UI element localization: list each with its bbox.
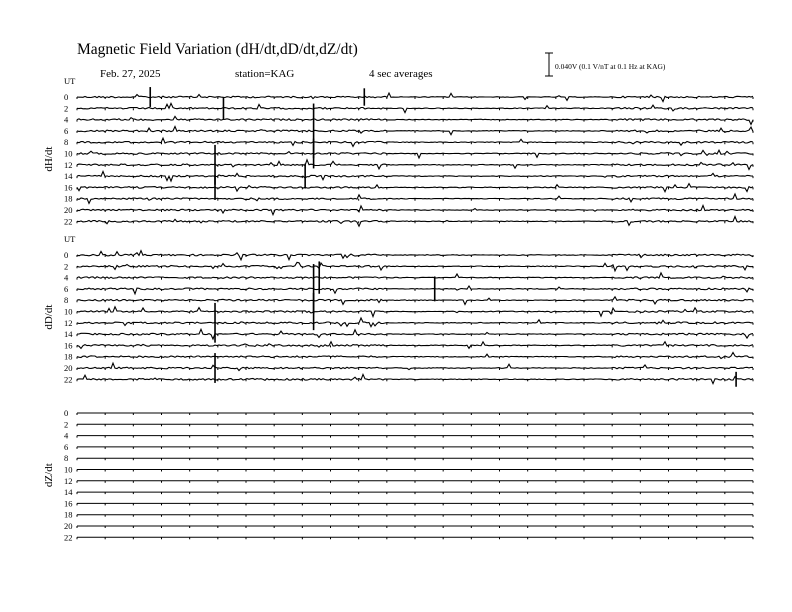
panel-1	[43, 234, 753, 387]
ut-label: UT	[64, 76, 76, 86]
scale-bar-icon	[545, 53, 553, 76]
row-label: 8	[64, 295, 69, 306]
row-label: 18	[64, 509, 73, 520]
trace-line	[77, 262, 753, 271]
row-label: 16	[64, 498, 73, 509]
row-label: 20	[64, 205, 73, 215]
trace-line	[77, 150, 753, 158]
row-label: 14	[64, 329, 73, 340]
trace-line	[77, 318, 753, 327]
row-label: 4	[64, 114, 69, 125]
ut-label: UT	[64, 234, 76, 244]
averaging-label: 4 sec averages	[369, 68, 433, 80]
station-label: station=KAG	[235, 68, 295, 80]
trace-line	[77, 103, 753, 112]
row-label: 16	[64, 340, 73, 351]
date-label: Feb. 27, 2025	[100, 68, 161, 80]
trace-line	[77, 273, 753, 279]
trace-line	[77, 138, 753, 146]
row-label: 10	[64, 464, 73, 475]
row-label: 22	[64, 374, 73, 385]
row-label: 2	[64, 419, 69, 430]
row-label: 4	[64, 272, 69, 283]
row-label: 6	[64, 283, 69, 294]
trace-line	[77, 127, 753, 135]
row-label: 18	[64, 193, 73, 204]
row-label: 2	[64, 261, 69, 272]
row-label: 0	[64, 408, 69, 418]
y-axis-label: dH/dt	[43, 146, 55, 172]
row-label: 12	[64, 475, 73, 486]
scale-bar-label: 0.040V (0.1 V/nT at 0.1 Hz at KAG)	[555, 62, 666, 71]
trace-line	[77, 194, 753, 204]
row-label: 8	[64, 453, 69, 464]
panel-2	[43, 408, 753, 542]
panels-group	[43, 76, 753, 542]
panel-0	[43, 76, 753, 226]
row-label: 18	[64, 351, 73, 362]
trace-line	[77, 329, 753, 339]
row-label: 6	[64, 441, 69, 452]
row-label: 2	[64, 103, 69, 114]
row-label: 14	[64, 487, 73, 498]
row-label: 10	[64, 148, 73, 159]
trace-line	[77, 217, 753, 227]
row-label: 20	[64, 363, 73, 373]
row-label: 16	[64, 182, 73, 193]
row-label: 14	[64, 171, 73, 182]
row-label: 22	[64, 216, 73, 227]
trace-line	[77, 251, 753, 260]
row-label: 20	[64, 521, 73, 531]
trace-line	[77, 206, 753, 215]
chart-title: Magnetic Field Variation (dH/dt,dD/dt,dZ/dt)	[77, 41, 358, 58]
row-label: 6	[64, 125, 69, 136]
trace-line	[77, 184, 753, 192]
row-label: 12	[64, 159, 73, 170]
row-label: 0	[64, 92, 69, 102]
row-label: 0	[64, 250, 69, 260]
trace-line	[77, 172, 753, 182]
row-label: 10	[64, 306, 73, 317]
trace-line	[77, 307, 753, 317]
y-axis-label: dZ/dt	[43, 463, 55, 488]
row-label: 12	[64, 317, 73, 328]
trace-line	[77, 297, 753, 305]
row-label: 4	[64, 430, 69, 441]
trace-line	[77, 374, 753, 383]
y-axis-label: dD/dt	[43, 304, 55, 330]
row-label: 8	[64, 137, 69, 148]
trace-line	[77, 160, 753, 170]
row-label: 22	[64, 532, 73, 543]
